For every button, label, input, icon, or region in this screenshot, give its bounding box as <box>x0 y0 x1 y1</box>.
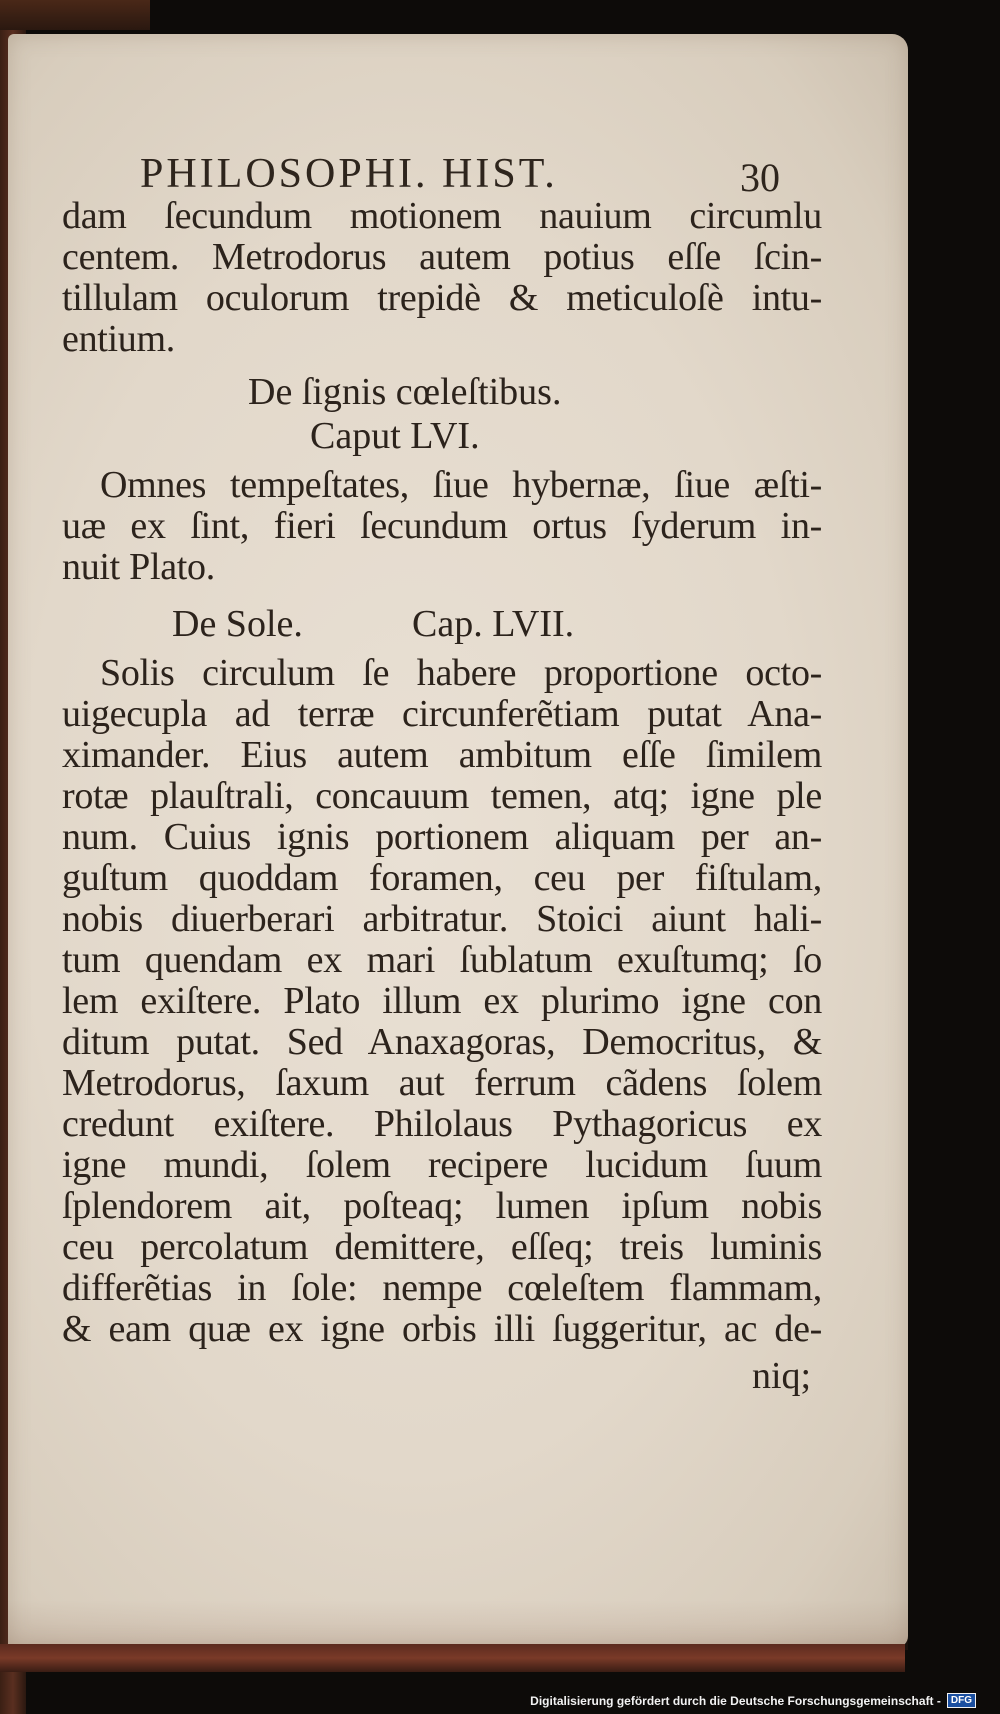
text-line: ditum putat. Sed Anaxagoras, Democritus, & <box>62 1021 822 1063</box>
chapter-heading-title: De ſignis cœleſtibus. <box>248 371 562 413</box>
text-line: igne mundi, ſolem recipere lucidum ſuum <box>62 1144 822 1186</box>
text-line: ceu percolatum demittere, eſſeq; treis luminis <box>62 1226 822 1268</box>
text-line: & eam quæ ex igne orbis illi ſuggeritur, ac de- <box>62 1308 822 1350</box>
text-line: Metrodorus, ſaxum aut ferrum cãdens ſolem <box>62 1062 822 1104</box>
page-number: 30 <box>740 155 780 200</box>
chapter-heading-number: Cap. LVII. <box>412 603 575 645</box>
text-line: nuit Plato. <box>62 546 215 588</box>
credit-text: Digitalisierung gefördert durch die Deutsche Forschungsgemeinschaft - <box>530 1693 941 1708</box>
text-line: tum quendam ex mari ſublatum exuſtumq; ſo <box>62 939 822 981</box>
chapter-heading-title: De Sole. <box>172 603 303 645</box>
text-line: entium. <box>62 318 175 360</box>
text-line: differẽtias in ſole: nempe cœleſtem flammam, <box>62 1267 822 1309</box>
text-line: uigecupla ad terræ circunferẽtiam putat Ana- <box>62 693 822 735</box>
running-head: PHILOSOPHI. HIST. <box>140 151 558 197</box>
chapter-heading-number: Caput LVI. <box>310 415 480 457</box>
text-line: ximander. Eius autem ambitum eſſe ſimilem <box>62 734 822 776</box>
dfg-logo-icon: DFG <box>947 1693 976 1708</box>
text-line: nobis diuerberari arbitratur. Stoici aiunt hali- <box>62 898 822 940</box>
text-line: guſtum quoddam foramen, ceu per fiſtulam, <box>62 857 822 899</box>
text-line: uæ ex ſint, fieri ſecundum ortus ſyderum in- <box>62 505 822 547</box>
text-line: centem. Metrodorus autem potius eſſe ſcin- <box>62 236 822 278</box>
text-line: lem exiſtere. Plato illum ex plurimo igne con <box>62 980 822 1022</box>
text-line: dam ſecundum motionem nauium circumlu <box>62 195 822 237</box>
catchword: niq; <box>752 1355 812 1397</box>
text-line: credunt exiſtere. Philolaus Pythagoricus ex <box>62 1103 822 1145</box>
text-line: num. Cuius ignis portionem aliquam per an- <box>62 816 822 858</box>
text-line: rotæ plauſtrali, concauum temen, atq; igne ple <box>62 775 822 817</box>
digitization-credit <box>530 1693 976 1708</box>
text-line: ſplendorem ait, poſteaq; lumen ipſum nobis <box>62 1185 822 1227</box>
text-line: Solis circulum ſe habere proportione octo- <box>100 652 822 694</box>
text-line: Omnes tempeſtates, ſiue hybernæ, ſiue æſti- <box>100 464 822 506</box>
text-line: tillulam oculorum trepidè & meticuloſè intu- <box>62 277 822 319</box>
